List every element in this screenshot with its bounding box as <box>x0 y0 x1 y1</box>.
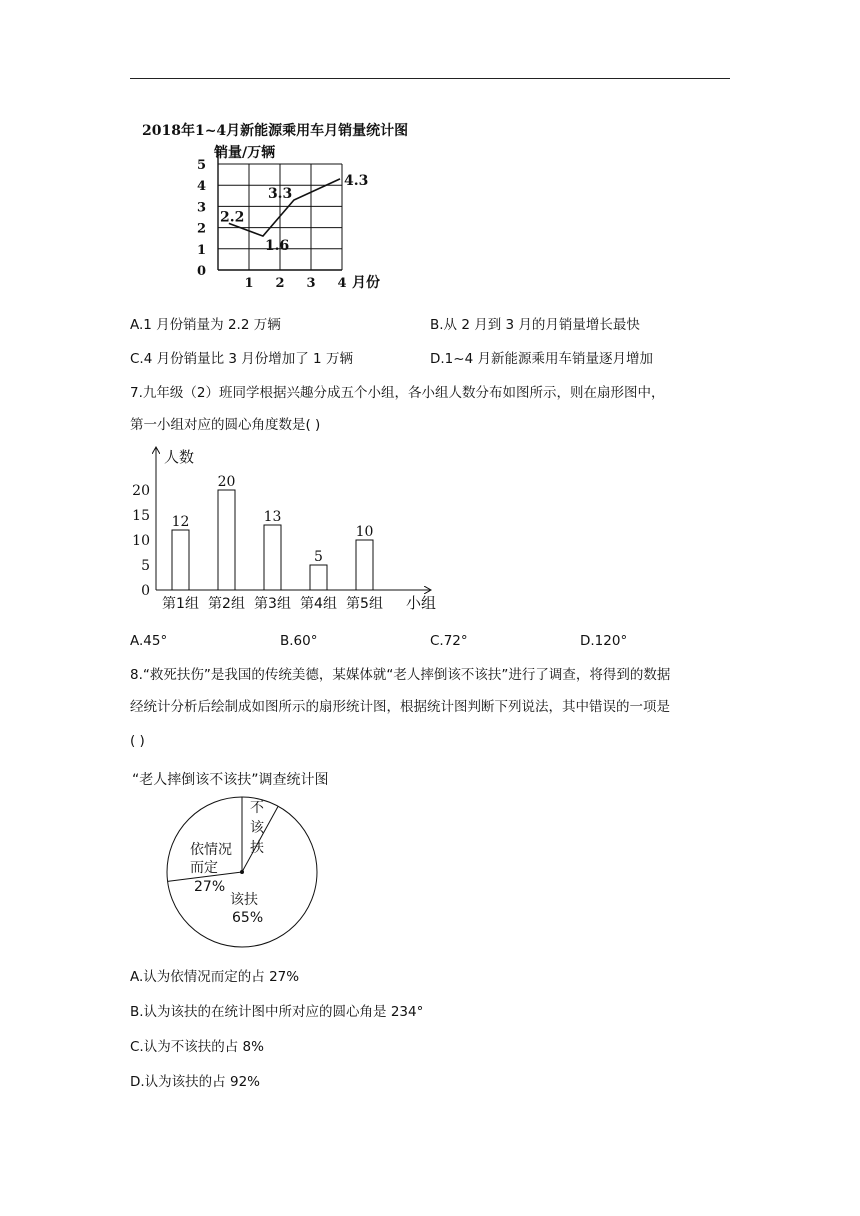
data-label: 4.3 <box>344 172 369 189</box>
pie-label-no-line2: 该 <box>250 820 264 836</box>
pie-label-no-line3: 扶 <box>250 840 264 856</box>
y-tick-label: 5 <box>141 558 150 574</box>
y-tick-label: 0 <box>141 583 150 599</box>
pie-center-dot <box>240 870 244 874</box>
y-tick-label: 0 <box>196 264 206 279</box>
q8-option-c[interactable]: C.认为不该扶的占 8% <box>130 1039 264 1055</box>
line-chart-title: 2018年1~4月新能源乘用车月销量统计图 <box>142 123 409 139</box>
y-tick-label: 10 <box>132 533 150 549</box>
bar-value-label: 12 <box>171 514 190 530</box>
bar <box>310 565 327 590</box>
x-tick-label: 1 <box>244 276 254 291</box>
y-tick-label: 2 <box>196 221 206 237</box>
pie-label-undecided-line1: 依情况 <box>190 842 232 858</box>
x-tick-label: 4 <box>337 276 347 291</box>
q7-option-d[interactable]: D.120° <box>580 633 628 649</box>
q7-option-a[interactable]: A.45° <box>130 633 168 649</box>
bar-value-label: 20 <box>217 474 236 490</box>
category-label: 第5组 <box>346 596 383 612</box>
q6-option-d[interactable]: D.1~4 月新能源乘用车销量逐月增加 <box>430 351 653 367</box>
y-tick-label: 1 <box>196 242 206 258</box>
line-chart <box>130 112 430 302</box>
bar-chart-bars <box>172 490 373 590</box>
y-tick-label: 4 <box>196 179 206 195</box>
pie-label-no-line1: 不 <box>250 800 264 816</box>
bar <box>172 530 189 590</box>
data-label: 2.2 <box>220 209 245 226</box>
q6-option-b[interactable]: B.从 2 月到 3 月的月销量增长最快 <box>430 317 640 333</box>
q8-stem-line2: 经统计分析后绘制成如图所示的扇形统计图，根据统计图判断下列说法，其中错误的一项是 <box>130 699 670 715</box>
pie-label-undecided-line2: 而定 <box>190 860 218 876</box>
line-chart-x-ticks <box>244 276 346 291</box>
line-chart-y-ticks <box>197 158 206 279</box>
bar-chart-y-ticks <box>132 483 150 599</box>
y-tick-label: 15 <box>132 508 150 524</box>
q7-stem-line1: 7.九年级（2）班同学根据兴趣分成五个小组，各小组人数分布如图所示，则在扇形图中， <box>130 385 665 401</box>
x-tick-label: 3 <box>306 276 316 291</box>
data-label: 3.3 <box>267 186 293 203</box>
q6-option-a[interactable]: A.1 月份销量为 2.2 万辆 <box>130 317 281 333</box>
q8-option-d[interactable]: D.认为该扶的占 92% <box>130 1074 260 1090</box>
header-rule <box>130 78 730 79</box>
q8-stem-line1: 8.“救死扶伤”是我国的传统美德，某媒体就“老人摔倒该不该扶”进行了调查，将得到的数据 <box>130 667 671 683</box>
q7-stem-line2: 第一小组对应的圆心角度数是( ) <box>130 417 321 433</box>
bar-chart-category-labels <box>162 596 383 612</box>
line-chart-ylabel: 销量/万辆 <box>214 145 276 161</box>
y-tick-label: 3 <box>196 200 206 216</box>
q7-option-b[interactable]: B.60° <box>280 633 318 649</box>
category-label: 第2组 <box>208 596 245 612</box>
bar <box>264 525 281 590</box>
category-label: 第4组 <box>300 596 337 612</box>
bar <box>218 490 235 590</box>
y-tick-label: 5 <box>196 158 206 173</box>
q6-option-c[interactable]: C.4 月份销量比 3 月份增加了 1 万辆 <box>130 351 353 367</box>
pie-chart-title: “老人摔倒该不该扶”调查统计图 <box>132 772 329 788</box>
q8-stem-line3: ( ) <box>130 733 145 749</box>
pie-label-yes: 该扶 <box>230 892 258 908</box>
pie-chart <box>130 766 390 956</box>
q7-option-c[interactable]: C.72° <box>430 633 468 649</box>
category-label: 第1组 <box>162 596 199 612</box>
q8-option-b[interactable]: B.认为该扶的在统计图中所对应的圆心角是 234° <box>130 1004 424 1020</box>
pie-label-undecided-pct: 27% <box>194 879 226 895</box>
bar-value-label: 13 <box>263 509 282 525</box>
bar-chart-xlabel: 小组 <box>406 594 437 612</box>
data-label: 1.6 <box>264 238 290 255</box>
x-tick-label: 2 <box>275 276 285 291</box>
bar-value-label: 5 <box>314 549 323 565</box>
bar-chart-ylabel: 人数 <box>164 448 195 466</box>
q8-option-a[interactable]: A.认为依情况而定的占 27% <box>130 969 300 985</box>
y-tick-label: 20 <box>132 483 150 499</box>
bar-value-label: 10 <box>355 524 374 540</box>
pie-label-yes-pct: 65% <box>232 910 264 926</box>
category-label: 第3组 <box>254 596 291 612</box>
line-chart-xlabel: 月份 <box>352 275 380 291</box>
bar <box>356 540 373 590</box>
bar-chart <box>130 440 450 620</box>
